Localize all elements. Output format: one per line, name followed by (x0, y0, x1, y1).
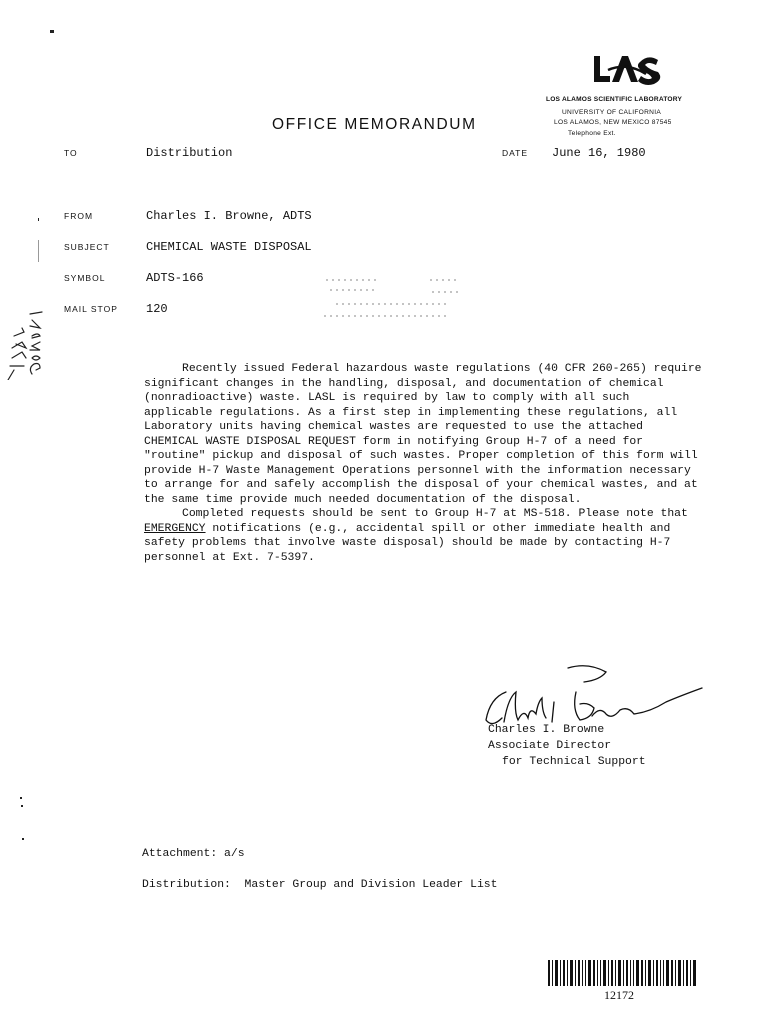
mailstop-value: 120 (146, 302, 168, 316)
barcode (548, 960, 698, 986)
lab-address: LOS ALAMOS, NEW MEXICO 87545 (554, 119, 672, 126)
signer-name: Charles I. Browne (488, 724, 605, 736)
body-paragraph-2-end: notifications (e.g., accidental spill or other immediate health and safety problems that involve waste disposal) should be made by contacting H-7 personnel at Ext. 7-5397. (144, 522, 671, 564)
lab-university: UNIVERSITY OF CALIFORNIA (562, 109, 662, 116)
attachment-note: Attachment: a/s (142, 848, 245, 860)
from-value: Charles I. Browne, ADTS (146, 209, 312, 223)
lasl-logo (590, 52, 664, 88)
from-label: FROM (64, 211, 94, 221)
to-value: Distribution (146, 146, 233, 160)
date-value: June 16, 1980 (552, 146, 646, 160)
date-label: DATE (502, 148, 529, 158)
subject-value: CHEMICAL WASTE DISPOSAL (146, 240, 312, 254)
handwritten-margin-note (2, 296, 58, 380)
scan-speck (38, 218, 39, 221)
memo-body (144, 362, 704, 565)
memo-title: OFFICE MEMORANDUM (272, 116, 477, 133)
emergency-emphasis: EMERGENCY (144, 522, 206, 535)
symbol-value: ADTS-166 (146, 271, 204, 285)
body-paragraph-2-start: Completed requests should be sent to Group H-7 at MS-518. Please note that (182, 508, 688, 520)
to-label: TO (64, 148, 78, 158)
lab-name: LOS ALAMOS SCIENTIFIC LABORATORY (546, 96, 683, 103)
scan-speck (50, 30, 54, 33)
signer-title: Associate Director (488, 740, 612, 752)
scan-speck (21, 805, 23, 807)
body-paragraph-1: Recently issued Federal hazardous waste regulations (40 CFR 260-265) require significant changes in the handling, disposal, and documentation of chemical (nonradioactive) waste. LASL is required by law to comply with all such applicable regulations. As a first step in implementing these regulations, all Laboratory units having chemical wastes are requested to use the attached CHEMICAL WASTE DISPOSAL REQUEST form in notifying Group H-7 of a need for "routine" pickup and disposal of such wastes. Proper completion of this form will provide H-7 Waste Management Operations personnel with the information necessary to arrange for and safely accomplish the disposal of your chemical wastes, and at the same time provide much needed documentation of the disposal. (144, 363, 702, 506)
lab-telephone: Telephone Ext. (568, 130, 616, 137)
scan-speck (20, 797, 22, 799)
signature-block (488, 722, 646, 770)
scan-speck (22, 838, 24, 840)
signer-title-2: for Technical Support (502, 756, 646, 768)
subject-label: SUBJECT (64, 242, 110, 252)
distribution-list: Distribution: Master Group and Division Leader List (142, 879, 498, 891)
document-number: 12172 (604, 988, 634, 1002)
faint-stamp-marks (320, 274, 510, 324)
mailstop-label: MAIL STOP (64, 304, 118, 314)
symbol-label: SYMBOL (64, 273, 106, 283)
scan-speck (38, 240, 39, 262)
body-paragraph-2 (144, 507, 704, 565)
